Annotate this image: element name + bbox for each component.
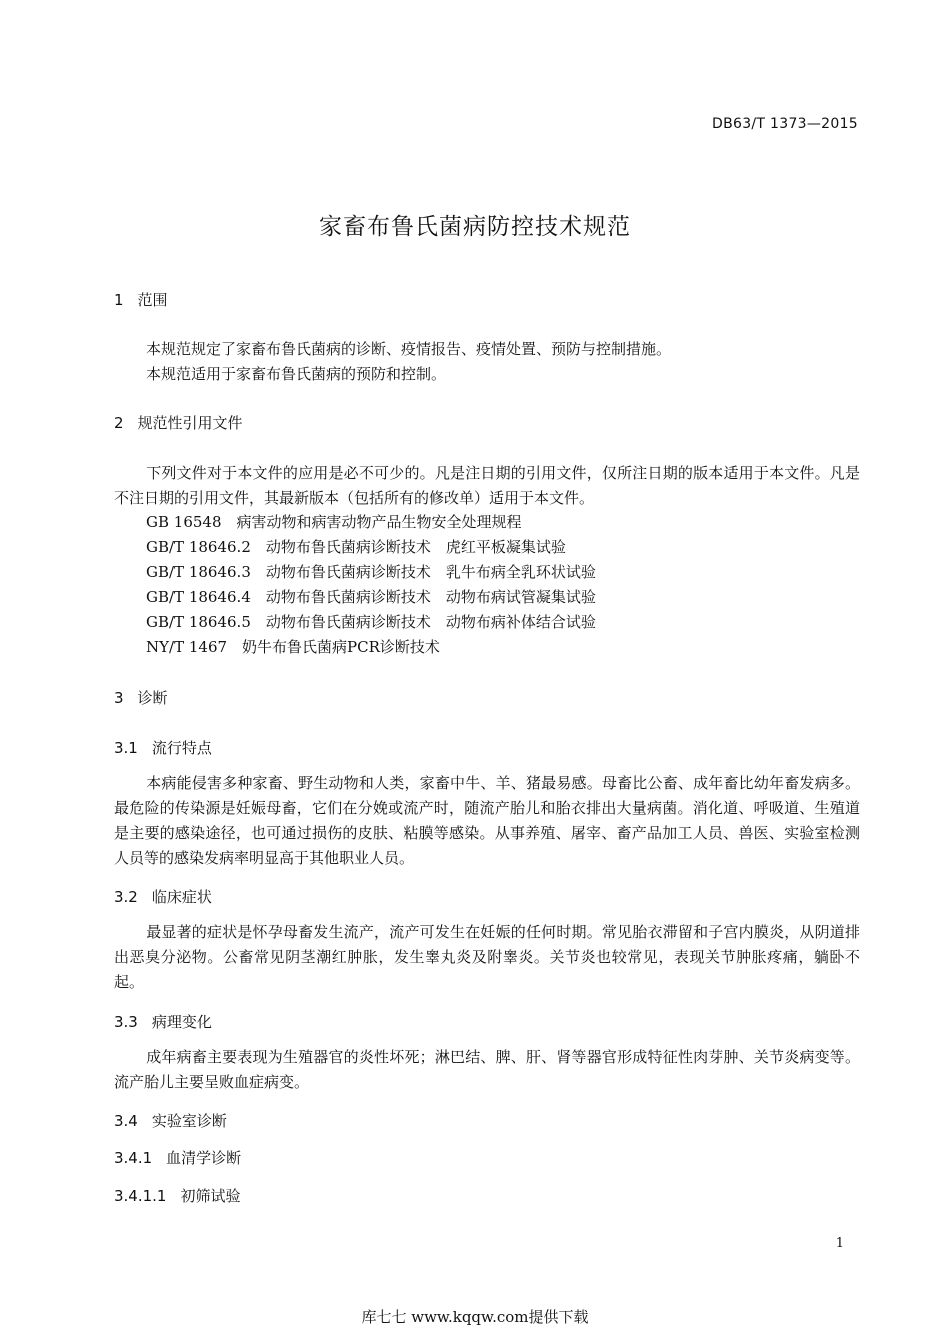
section-title: 诊断 bbox=[137, 689, 168, 707]
section-heading-2 bbox=[114, 412, 243, 433]
refs-intro-text: 下列文件对于本文件的应用是必不可少的。凡是注日期的引用文件，仅所注日期的版本适用于本文件。凡是不注日期的引用文件，其最新版本（包括所有的修改单）适用于本文件。 bbox=[114, 464, 860, 507]
section-heading-3-4-1-1 bbox=[114, 1185, 241, 1206]
section-title: 规范性引用文件 bbox=[137, 414, 243, 432]
section-heading-3-1 bbox=[114, 737, 212, 758]
ref-item: GB/T 18646.3 动物布鲁氏菌病诊断技术 乳牛布病全乳环状试验 bbox=[146, 563, 596, 581]
section-title: 病理变化 bbox=[151, 1013, 212, 1031]
section-number: 3.2 bbox=[114, 888, 138, 906]
pathology-text: 成年病畜主要表现为生殖器官的炎性坏死；淋巴结、脾、肝、肾等器官形成特征性肉芽肿、关节炎病变等。流产胎儿主要呈败血症病变。 bbox=[114, 1048, 860, 1091]
document-title: 家畜布鲁氏菌病防控技术规范 bbox=[319, 214, 631, 240]
pathology-paragraph bbox=[114, 1045, 860, 1095]
ref-item: GB 16548 病害动物和病害动物产品生物安全处理规程 bbox=[146, 513, 522, 531]
section-number: 3 bbox=[114, 689, 124, 707]
section-heading-3-2 bbox=[114, 886, 212, 907]
page-number: 1 bbox=[835, 1236, 844, 1251]
section-heading-3-4-1 bbox=[114, 1147, 241, 1168]
section-heading-1 bbox=[114, 289, 168, 310]
scope-line-1: 本规范规定了家畜布鲁氏菌病的诊断、疫情报告、疫情处置、预防与控制措施。 bbox=[146, 340, 672, 358]
section-title: 血清学诊断 bbox=[166, 1149, 242, 1167]
section-number: 3.3 bbox=[114, 1013, 138, 1031]
ref-item: GB/T 18646.5 动物布鲁氏菌病诊断技术 动物布病补体结合试验 bbox=[146, 613, 596, 631]
section-title: 初筛试验 bbox=[180, 1187, 241, 1205]
ref-item: GB/T 18646.2 动物布鲁氏菌病诊断技术 虎红平板凝集试验 bbox=[146, 538, 566, 556]
section-heading-3-3 bbox=[114, 1011, 212, 1032]
section-number: 2 bbox=[114, 414, 124, 432]
section-title: 流行特点 bbox=[151, 739, 212, 757]
refs-intro-paragraph bbox=[114, 461, 860, 511]
symptoms-paragraph bbox=[114, 920, 860, 995]
section-heading-3-4 bbox=[114, 1110, 227, 1131]
section-title: 范围 bbox=[137, 291, 168, 309]
epidemiology-text: 本病能侵害多种家畜、野生动物和人类，家畜中牛、羊、猪最易感。母畜比公畜、成年畜比幼年畜发病多。最危险的传染源是妊娠母畜，它们在分娩或流产时，随流产胎儿和胎衣排出大量病菌。消化道、呼吸道、生殖道是主要的感染途径，也可通过损伤的皮肤、粘膜等感染。从事养殖、屠宰、畜产品加工人员、兽医、实验室检测人员等的感染发病率明显高于其他职业人员。 bbox=[114, 774, 860, 867]
section-title: 实验室诊断 bbox=[151, 1112, 227, 1130]
ref-item: NY/T 1467 奶牛布鲁氏菌病PCR诊断技术 bbox=[146, 638, 440, 656]
symptoms-text: 最显著的症状是怀孕母畜发生流产，流产可发生在妊娠的任何时期。常见胎衣滞留和子宫内膜炎，从阴道排出恶臭分泌物。公畜常见阴茎潮红肿胀，发生睾丸炎及附睾炎。关节炎也较常见，表现关节肿胀疼痛，躺卧不起。 bbox=[114, 923, 860, 991]
epidemiology-paragraph bbox=[114, 771, 860, 871]
section-number: 3.4.1.1 bbox=[114, 1187, 167, 1205]
section-heading-3 bbox=[114, 687, 168, 708]
footer-download-note: 库七七 www.kqqw.com提供下载 bbox=[361, 1308, 589, 1326]
section-number: 3.1 bbox=[114, 739, 138, 757]
section-number: 1 bbox=[114, 291, 124, 309]
section-title: 临床症状 bbox=[151, 888, 212, 906]
scope-line-2: 本规范适用于家畜布鲁氏菌病的预防和控制。 bbox=[146, 365, 447, 383]
section-number: 3.4 bbox=[114, 1112, 138, 1130]
section-number: 3.4.1 bbox=[114, 1149, 153, 1167]
document-code: DB63/T 1373—2015 bbox=[712, 116, 858, 132]
ref-item: GB/T 18646.4 动物布鲁氏菌病诊断技术 动物布病试管凝集试验 bbox=[146, 588, 596, 606]
